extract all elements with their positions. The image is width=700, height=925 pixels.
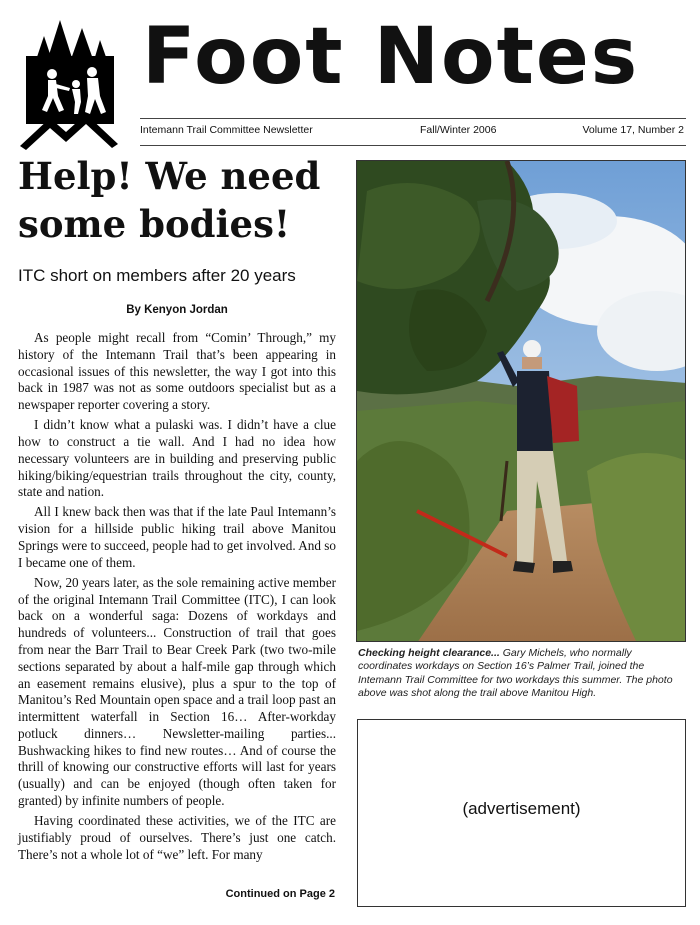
article-paragraph: As people might recall from “Comin’ Through,” my history of the Intemann Trail that’s been appearing in occasional issues of this newsletter, the way I got into this back in 1987 was not as some outdoors specialist but as a newspaper reporter covering a story. — [18, 330, 336, 413]
volume-number: Volume 17, Number 2 — [582, 124, 684, 136]
headline-line-2: some bodies! — [18, 202, 291, 246]
article-headline — [18, 152, 338, 248]
headline-line-1: Help! We need — [18, 154, 321, 198]
masthead-bottom-rule — [140, 145, 686, 146]
masthead-subline — [140, 124, 686, 138]
trees-hikers-logo-icon — [20, 18, 118, 150]
trail-photo-image — [357, 161, 686, 642]
article-paragraph: I didn’t know what a pulaski was. I didn’t have a clue how to construct a tie wall. And I had no idea how necessary volunteers are in building and preserving public hiking/biking/equestrian trails throughout the city, county, state and nation. — [18, 417, 336, 500]
continued-link[interactable]: Continued on Page 2 — [225, 888, 335, 900]
masthead-title: Foot Notes — [142, 12, 640, 102]
issue-date: Fall/Winter 2006 — [420, 124, 497, 136]
organization-name: Intemann Trail Committee Newsletter — [140, 124, 313, 136]
article-paragraph: Having coordinated these activities, we of the ITC are justifiably proud of ourselves. There’s just one catch. There’s not a whole lot of “we” left. For many — [18, 813, 336, 862]
article-paragraph: Now, 20 years later, as the sole remaining active member of the original Intemann Trail Committee (ITC), I can look back on a wonderful saga: Dozens of workdays and hundreds of volunteers... Construction of trail that goes from near the Barr Trail to Bear Creek Park (two two-mile sections separated by about a half-mile gap through which an easement remains elusive), plus a spur to the top of Manitou’s Red Mountain open space and a trail loop past an intermittent waterfall in Section 16… After-workday potluck dinners… Newsletter-mailing parties... Bushwacking hikes to find new routes… And of course the thrill of knowing our constructive efforts will last for years (usually) and can be enjoyed (though often taken for granted) by infinite numbers of people. — [18, 574, 336, 809]
photo-caption — [358, 647, 686, 701]
article-paragraph: All I knew back then was that if the late Paul Intemann’s vision for a hillside public hiking trail above Manitou Springs were to succeed, people had to get involved. And so I became one of them. — [18, 504, 336, 570]
masthead-top-rule — [140, 118, 686, 119]
article-deck: ITC short on members after 20 years — [18, 266, 296, 285]
caption-text: Gary Michels, who normally coordinates workdays on Section 16’s Palmer Trail, joined the Intemann Trail Committee for two workdays this summer. The photo above was shot along the trail above Manitou High. — [358, 647, 673, 700]
caption-lead: Checking height clearance... — [358, 647, 500, 659]
article-byline: By Kenyon Jordan — [126, 304, 228, 316]
trail-photo — [356, 160, 686, 642]
advertisement-label: (advertisement) — [462, 799, 581, 818]
advertisement-box[interactable] — [357, 719, 686, 907]
article-body — [18, 330, 336, 867]
